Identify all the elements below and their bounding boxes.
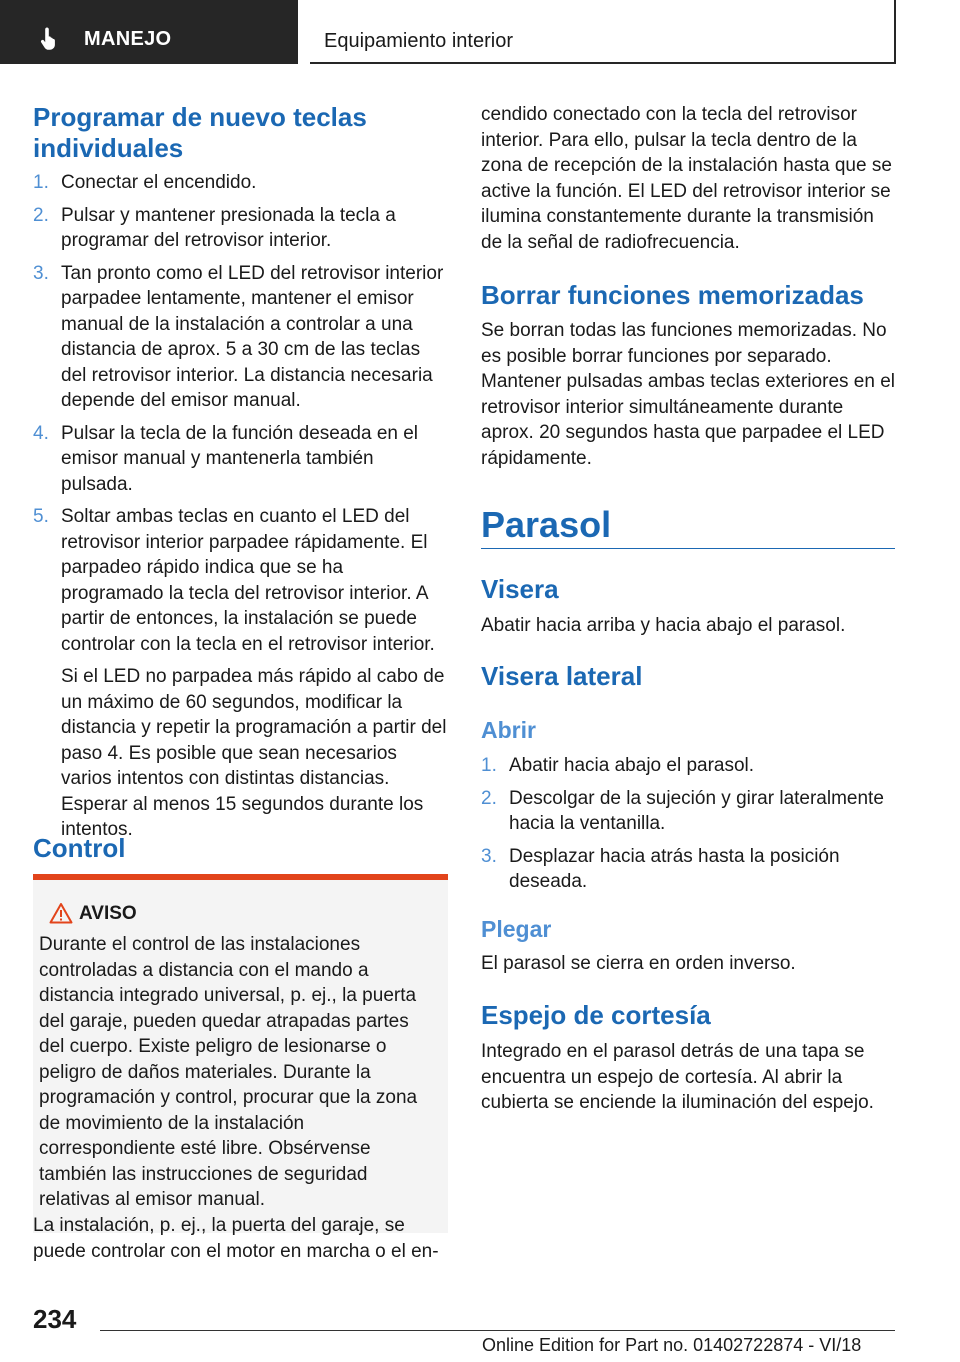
abrir-steps bbox=[481, 753, 895, 902]
list-item: 2. Pulsar y mantener presionada la tecla a programar del retrovisor interior. bbox=[33, 204, 396, 251]
plegar-paragraph: El parasol se cierra en orden inverso. bbox=[481, 953, 796, 974]
edition-text: Online Edition for Part no. 01402722874 - VI/18 bbox=[482, 1335, 862, 1355]
warning-title: AVISO bbox=[39, 902, 438, 926]
list-item: 5. Soltar ambas teclas en cuanto el LED del retrovisor interior parpadee rápidamente. El parpadeo rápido indica que se ha programado la tecla del retrovisor interior. A partir de entonces, la instalación se puede controlar con la tecla en el retrovisor interior. bbox=[33, 506, 435, 655]
heading-parasol: Parasol bbox=[481, 504, 612, 545]
visera-paragraph: Abatir hacia arriba y hacia abajo el parasol. bbox=[481, 615, 846, 636]
chapter-label: Equipamiento interior bbox=[324, 30, 513, 52]
list-item: 2. Descolgar de la sujeción y girar lateralmente hacia la ventanilla. bbox=[481, 787, 884, 834]
list-item: 1. Conectar el encendido. bbox=[33, 172, 257, 193]
section-divider bbox=[481, 548, 895, 549]
heading-visera-lateral: Visera lateral bbox=[481, 661, 643, 691]
heading-abrir: Abrir bbox=[481, 717, 536, 743]
list-item: 1. Abatir hacia abajo el parasol. bbox=[481, 755, 755, 776]
list-item: 4. Pulsar la tecla de la función deseada en el emisor manual y mantenerla también pulsada. bbox=[33, 422, 419, 495]
continued-paragraph: cendido conectado con la tecla del retrovisor interior. Para ello, pulsar la tecla dentro de la zona de recepción de la instalación hasta que se active la función. El LED del retrovisor interior se ilumina constantemente durante la transmisión de la señal de radiofrecuencia. bbox=[481, 104, 892, 253]
espejo-paragraph: Integrado en el parasol detrás de una tapa se encuentra un espejo de cortesía. Al abrir la cubierta se enciende la iluminación del espejo. bbox=[481, 1041, 874, 1113]
heading-visera: Visera bbox=[481, 574, 559, 604]
heading-program: Programar de nuevo teclas individuales bbox=[33, 102, 367, 163]
control-paragraph: La instalación, p. ej., la puerta del garaje, se puede controlar con el motor en marcha o el en- bbox=[33, 1215, 439, 1262]
footer-divider bbox=[100, 1330, 895, 1331]
section-label: MANEJO bbox=[84, 28, 172, 50]
page-number: 234 bbox=[33, 1304, 77, 1334]
warning-box bbox=[33, 874, 448, 1233]
warning-text: Durante el control de las instalaciones controladas a distancia con el mando a distancia integrado universal, p. ej., la puerta del garaje, pueden quedar atrapadas partes del cuerpo. Existe peligro de lesionarse o peligro de daños materiales. Durante la programación y control, procurar que la zona de movimiento de la instalación correspondiente esté libre. Obsérvense también las instrucciones de seguridad relativas al emisor manual. bbox=[39, 934, 418, 1210]
program-steps bbox=[33, 170, 448, 850]
erase-paragraph: Se borran todas las funciones memorizadas. No es posible borrar funciones por separado. Mantener pulsadas ambas teclas exteriores en el retrovisor interior simultáneamente durante aprox. 20 segundos hasta que parpadee el LED rápidamente. bbox=[481, 320, 896, 469]
hand-pointer-icon bbox=[40, 26, 62, 50]
section-tab[interactable] bbox=[0, 0, 298, 64]
chapter-tab[interactable] bbox=[310, 0, 896, 64]
heading-erase: Borrar funciones memorizadas bbox=[481, 280, 864, 310]
warning-triangle-icon bbox=[49, 902, 73, 924]
step-note: Si el LED no parpadea más rápido al cabo de un máximo de 60 segundos, modificar la distancia y repetir la programación a partir del paso 4. Es posible que sean necesarios varios intentos con distintas distancias. Esperar al menos 15 segundos durante los intentos. bbox=[61, 666, 447, 840]
heading-plegar: Plegar bbox=[481, 916, 552, 942]
list-item: 3. Tan pronto como el LED del retrovisor interior parpadee lentamente, mantener el emisor manual de la instalación a controlar a una distancia de aprox. 5 a 30 cm de las teclas del retrovisor interior. La distancia necesaria depende del emisor manual. bbox=[33, 262, 444, 411]
list-item: 3. Desplazar hacia atrás hasta la posición deseada. bbox=[481, 845, 840, 892]
heading-control: Control bbox=[33, 833, 126, 863]
heading-espejo: Espejo de cortesía bbox=[481, 1000, 711, 1030]
